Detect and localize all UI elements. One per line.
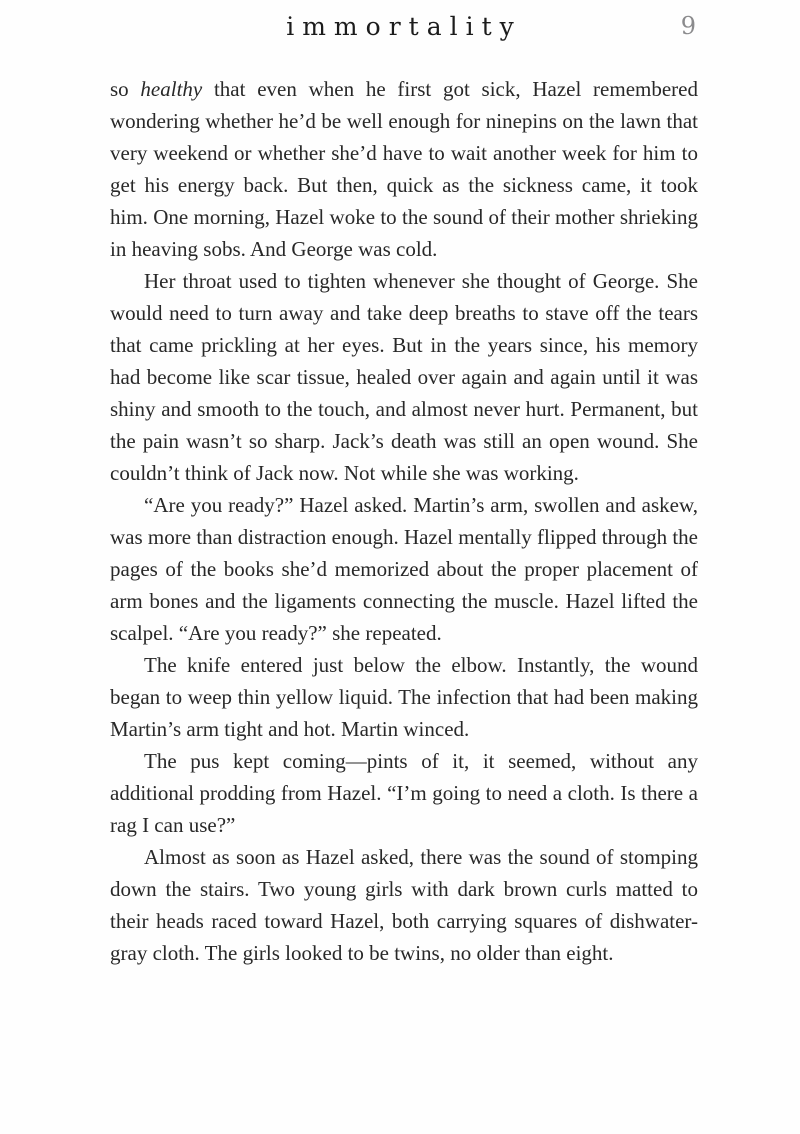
paragraph [110,73,698,265]
page-header [110,10,698,52]
paragraph [110,745,698,841]
italic-text-segment: healthy [140,77,203,101]
text-segment: Almost as soon as Hazel asked, there was the sound of stomping down the stairs. Two young girls with dark brown curls matted to their heads raced toward Hazel, both carrying squares of dishwater-gray cloth. The girls looked to be twins, no older than eight. [110,845,698,965]
text-segment: “Are you ready?” Hazel asked. Martin’s arm, swollen and askew, was more than distraction enough. Hazel mentally flipped through the pages of the books she’d memorized about the proper placement of arm bones and the ligaments connecting the muscle. Hazel lifted the scalpel. “Are you ready?” she repeated. [110,493,698,645]
body-text [110,73,698,969]
text-segment: The knife entered just below the elbow. Instantly, the wound began to weep thin yellow liquid. The infection that had been making Martin’s arm tight and hot. Martin winced. [110,653,698,741]
page-number: 9 [680,12,696,40]
text-segment: Her throat used to tighten whenever she thought of George. She would need to turn away and take deep breaths to stave off the tears that came prickling at her eyes. But in the years since, his memory had become like scar tissue, healed over again and again until it was shiny and smooth to the touch, and almost never hurt. Permanent, but the pain wasn’t so sharp. Jack’s death was still an open wound. She couldn’t think of Jack now. Not while she was working. [110,269,698,485]
running-header-title: immortality [286,12,522,41]
text-segment: so [110,77,141,101]
paragraph [110,489,698,649]
text-segment: that even when he first got sick, Hazel remembered wondering whether he’d be well enough for ninepins on the lawn that very weekend or whether she’d have to wait another week for him to get his energy back. But then, quick as the sickness came, it took him. One morning, Hazel woke to the sound of their mother shrieking in heaving sobs. And George was cold. [110,77,698,261]
paragraph [110,841,698,969]
paragraph [110,649,698,745]
text-segment: The pus kept coming—pints of it, it seemed, without any additional prodding from Hazel. “I’m going to need a cloth. Is there a rag I can use?” [110,749,698,837]
paragraph [110,265,698,489]
